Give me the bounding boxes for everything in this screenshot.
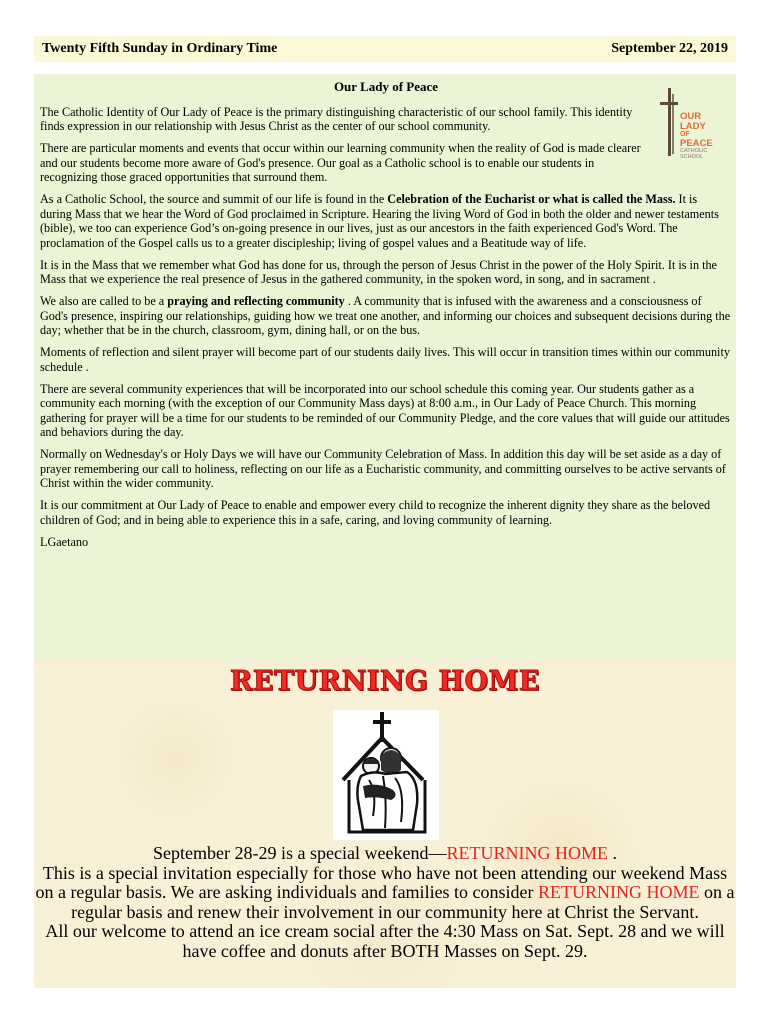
line2-highlight: RETURNING HOME xyxy=(538,882,700,902)
paragraph-7: There are several community experiences that will be incorporated into our school schedule this coming year. Our students gather as a community each morning (with the exception of our Community Mass days) at 8:00 a.m., in Our Lady of Peace Church. This morning gathering for prayer will be a time for our students to be reminded of our Community Pledge, and the core values that will guide our attitudes and behaviors during the day. xyxy=(40,381,730,439)
paragraph-2: There are particular moments and events that occur within our learning community when the reality of God is made clearer and our students become more aware of God's presence. Our goal as a Catholic school is to enable our students in recognizing those graced opportunities that surround them. xyxy=(40,141,641,184)
cross-icon xyxy=(668,88,671,156)
announcement-line-1 xyxy=(34,844,736,864)
paragraph-9: It is our commitment at Our Lady of Peace to enable and empower every child to recognize the inherent dignity they share as the beloved children of God; and in being able to experience this in a safe, caring, and loving community of learning. xyxy=(40,498,711,527)
logo-sub-1: CATHOLIC xyxy=(680,148,708,154)
logo-sub-2: SCHOOL xyxy=(680,154,704,160)
our-lady-of-peace-article xyxy=(34,74,736,660)
cross-bar xyxy=(660,102,678,105)
returning-home-section xyxy=(34,660,736,988)
p3-text-b: It is during Mass that we hear the Word of God proclaimed in Scripture. Hearing the living Word of God in both the older and newer testaments (bible), we too can experience God’s on-going presence in our lives, just as our ancestors in the faith experienced God's Word. The proclamation of the Gospel calls us to a greater discipleship; living of gospel values and a Beatitude way of life. xyxy=(40,192,719,250)
embrace-illustration-icon xyxy=(333,710,439,840)
article-title: Our Lady of Peace xyxy=(333,79,439,94)
paragraph-3 xyxy=(40,192,732,250)
returning-home-announcement xyxy=(34,844,736,961)
line2-end: on a regular basis and renew their involvement in our community here at Christ the Servant. xyxy=(71,882,735,922)
bulletin-header xyxy=(34,36,736,62)
school-logo xyxy=(660,88,722,162)
logo-wordmark xyxy=(680,112,713,149)
paragraph-8: Normally on Wednesday's or Holy Days we will have our Community Celebration of Mass. In addition this day will be set aside as a day of prayer remembering our call to holiness, reflecting on our life as a Eucharistic community, and committing ourselves to be active servants of Christ within the wider community. xyxy=(40,447,726,490)
paragraph-5 xyxy=(40,294,732,338)
logo-line-3: OF xyxy=(680,131,690,138)
liturgical-day: Twenty Fifth Sunday in Ordinary Time xyxy=(42,41,278,56)
line2-text: This is a special invitation especially for those who have not been attending our weekend Mass on a regular basis. We are asking individuals and families to consider xyxy=(35,862,728,902)
signature: LGaetano xyxy=(40,534,89,549)
paragraph-4: It is in the Mass that we remember what God has done for us, through the person of Jesus Christ in the power of the Holy Spirit. It is in the Mass that we experience the real presence of Jesus in the gathered community, in the spoken word, in song, and in sacrament . xyxy=(40,257,717,286)
p3-bold: Celebration of the Eucharist or what is called the Mass. xyxy=(387,192,676,206)
logo-line-4: PEACE xyxy=(680,138,713,149)
paragraph-6: Moments of reflection and silent prayer will become part of our students daily lives. This will occur in transition times within our community schedule . xyxy=(40,345,730,374)
logo-subtitle xyxy=(680,148,707,160)
p3-text-a: As a Catholic School, the source and summit of our life is found in the xyxy=(40,192,388,206)
logo-line-1: OUR xyxy=(680,111,702,122)
line1-end: . xyxy=(607,843,617,863)
p5-text-a: We also are called to be a xyxy=(40,294,168,308)
paragraph-1: The Catholic Identity of Our Lady of Peace is the primary distinguishing characteristic of our school family. This identity finds expression in our relationship with Jesus Christ as the center of our school community. xyxy=(40,104,633,133)
p5-bold: praying and reflecting community xyxy=(167,294,345,308)
p5-text-b: . A community that is infused with the awareness and a consciousness of God's presence, inspiring our relationships, guiding how we treat one another, and informing our choices and subsequent decisions during the day; whether that be in the church, classroom, gym, dining hall, or on the bus. xyxy=(40,294,731,337)
line1-text: September 28-29 is a special weekend— xyxy=(153,843,447,863)
line1-highlight: RETURNING HOME xyxy=(446,843,608,863)
logo-line-2: LADY xyxy=(680,120,706,132)
announcement-line-3: All our welcome to attend an ice cream social after the 4:30 Mass on Sat. Sept. 28 and we will have coffee and donuts after BOTH Masses on Sept. 29. xyxy=(45,921,725,961)
returning-home-title: RETURNING HOME xyxy=(229,666,541,697)
announcement-line-2 xyxy=(34,864,736,923)
bulletin-date: September 22, 2019 xyxy=(611,41,728,56)
